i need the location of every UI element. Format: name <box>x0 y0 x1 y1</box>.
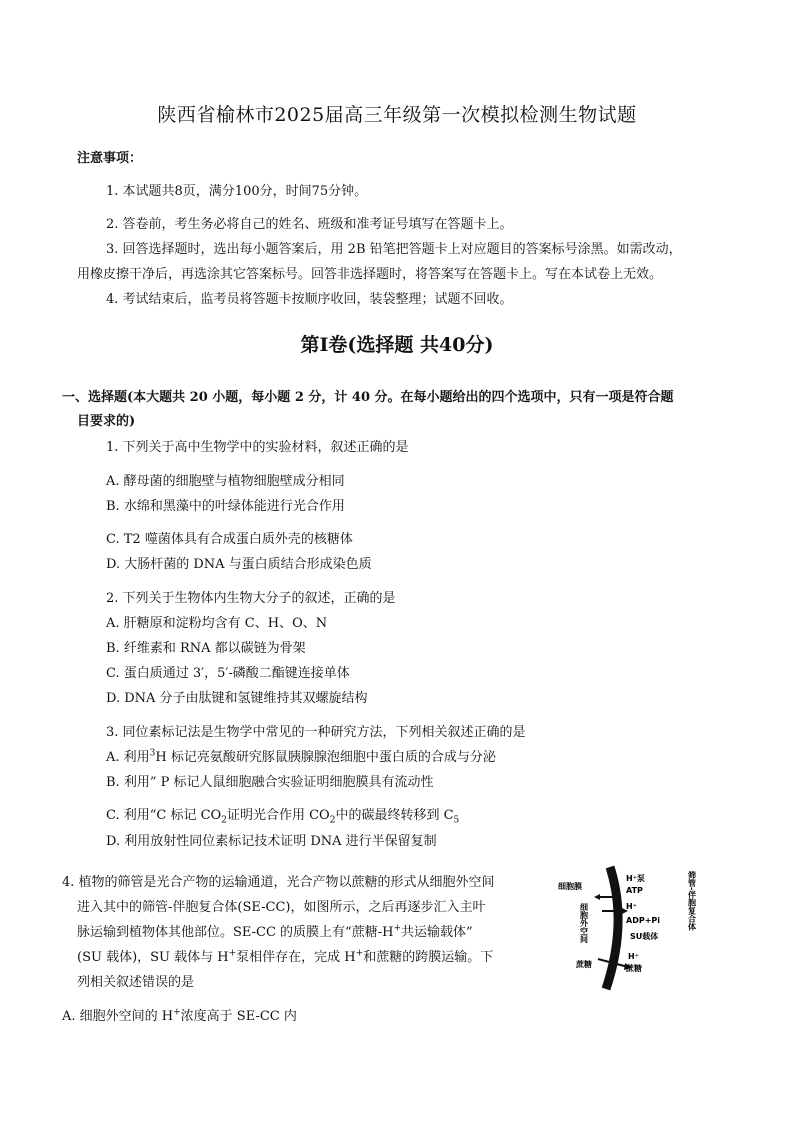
q4-option-a: A. 细胞外空间的 H+浓度高于 SE-CC 内 <box>62 1007 297 1024</box>
label-h-inside: H⁺ <box>628 952 639 961</box>
q4-stem-3: 脉运输到植物体其他部位。SE-CC 的质膜上有“蔗糖-H+共运输载体” <box>77 923 473 940</box>
label-se-cc: 筛管-伴胞复合体 <box>687 871 697 931</box>
q2-option-c: C. 蛋白质通过 3′，5′-磷酸二酯键连接单体 <box>106 666 350 681</box>
notice-line-4: 4. 考试结束后，监考员将答题卡按顺序收回，装袋整理；试题不回收。 <box>106 292 513 307</box>
label-sucrose-outside: 蔗糖 <box>576 960 592 969</box>
q4-stem-2: 进入其中的筛管-伴胞复合体(SE-CC)，如图所示，之后再逐步汇入主叶 <box>77 900 486 915</box>
q3-option-d: D. 利用放射性同位素标记技术证明 DNA 进行半保留复制 <box>106 834 437 849</box>
q4-stem-4: (SU 载体)，SU 载体与 H+泵相伴存在，完成 H+和蔗糖的跨膜运输。下 <box>77 948 494 965</box>
arrow-out-head <box>594 894 600 900</box>
q1-stem: 1. 下列关于高中生物学中的实验材料，叙述正确的是 <box>106 440 409 455</box>
q2-option-a: A. 肝糖原和淀粉均含有 C、H、O、N <box>106 616 328 631</box>
q1-option-d: D. 大肠杆菌的 DNA 与蛋白质结合形成染色质 <box>106 557 372 572</box>
q4-stem-1: 4. 植物的筛管是光合产物的运输通道，光合产物以蔗糖的形式从细胞外空间 <box>62 875 495 890</box>
label-adp: ADP+Pi <box>626 916 661 925</box>
q3-option-a: A. 利用$^3$H 标记亮氨酸研究豚鼠胰腺腺泡细胞中蛋白质的合成与分泌 <box>106 748 496 765</box>
q3-stem: 3. 同位素标记法是生物学中常见的一种研究方法，下列相关叙述正确的是 <box>106 725 526 740</box>
q1-option-b: B. 水绵和黑藻中的叶绿体能进行光合作用 <box>106 499 345 514</box>
notice-line-3-cont: 用橡皮擦干净后，再选涂其它答案标号。回答非选择题时，将答案写在答题卡上。写在本试卷上无效。 <box>77 267 663 282</box>
membrane-shape <box>606 867 618 989</box>
notice-line-3: 3. 回答选择题时，选出每小题答案后，用 2B 铅笔把答题卡上对应题目的答案标号涂黑。如需改动， <box>106 242 682 257</box>
exam-title: 陕西省榆林市2025届高三年级第一次模拟检测生物试题 <box>157 104 637 126</box>
label-membrane: 细胞膜 <box>558 882 582 891</box>
label-su: SU载体 <box>630 932 659 941</box>
section-title: 第Ⅰ卷(选择题 共40分) <box>300 334 494 356</box>
q2-stem: 2. 下列关于生物体内生物大分子的叙述，正确的是 <box>106 591 396 606</box>
q3-option-c: C. 利用“C 标记 $CO_2$证明光合作用 $CO_2$中的碳最终转移到 $C_5$ <box>106 808 460 826</box>
notice-line-2: 2. 答卷前，考生务必将自己的姓名、班级和准考证号填写在答题卡上。 <box>106 217 513 232</box>
q3-option-b: B. 利用” P 标记人鼠细胞融合实验证明细胞膜具有流动性 <box>106 775 434 790</box>
label-outside-space: 细胞外空间 <box>579 903 589 943</box>
q4-stem-5: 列相关叙述错误的是 <box>77 975 195 990</box>
q1-option-a: A. 酵母菌的细胞壁与植物细胞壁成分相同 <box>106 474 345 489</box>
label-sucrose-inside: 蔗糖 <box>626 964 642 973</box>
q1-option-c: C. T2 噬菌体具有合成蛋白质外壳的核糖体 <box>106 532 353 547</box>
section-instruction-2: 目要求的) <box>77 414 136 429</box>
se-cc-diagram <box>558 863 708 993</box>
notice-heading: 注意事项： <box>77 151 143 166</box>
q2-option-b: B. 纤维素和 RNA 都以碳链为骨架 <box>106 641 306 656</box>
notice-line-1: 1. 本试题共8页，满分100分，时间75分钟。 <box>106 184 368 199</box>
q2-option-d: D. DNA 分子由肽键和氢键维持其双螺旋结构 <box>106 691 368 706</box>
section-instruction-1: 一、选择题(本大题共 20 小题，每小题 2 分，计 40 分。在每小题给出的四个选项中，只有一项是符合题 <box>62 390 674 405</box>
label-h-pump: H⁺泵 <box>626 874 645 883</box>
label-h-plus: H⁺ <box>626 902 637 911</box>
label-atp: ATP <box>626 886 643 895</box>
